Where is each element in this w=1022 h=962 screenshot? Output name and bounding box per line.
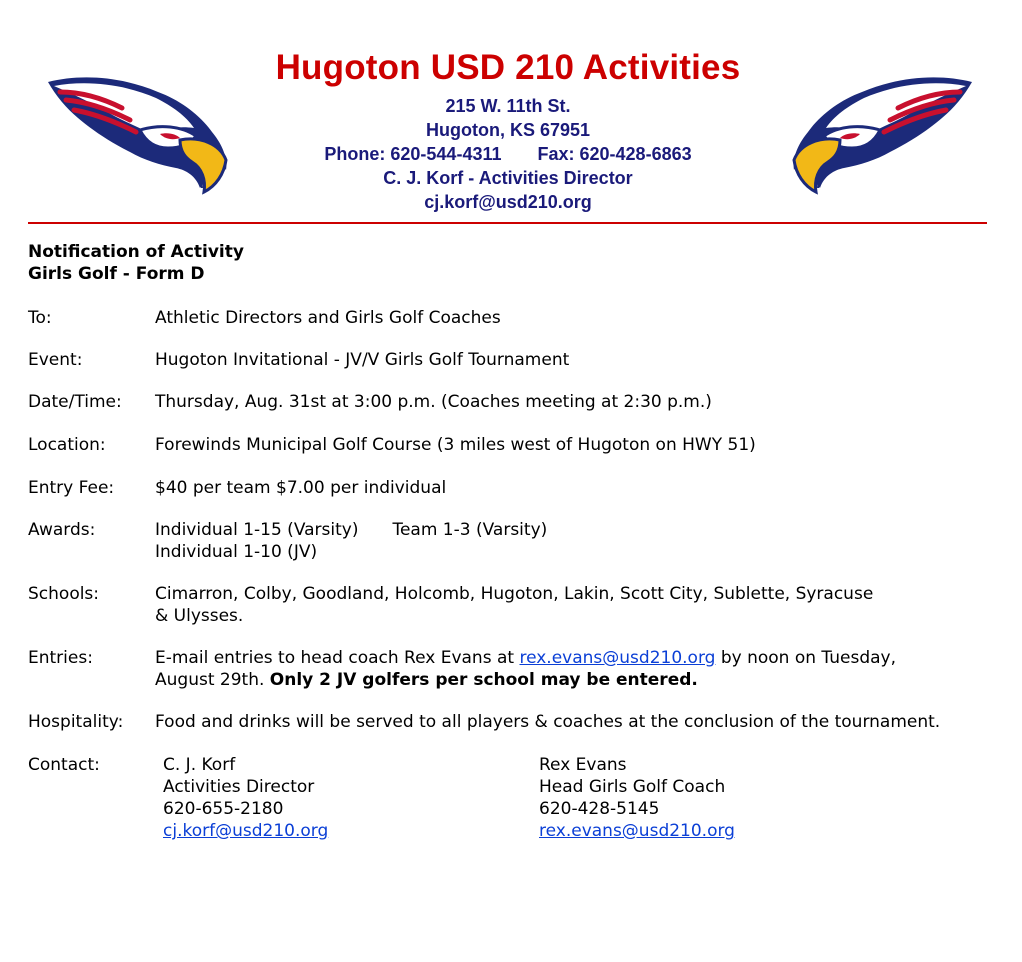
eagle-icon — [790, 70, 980, 195]
field-value — [155, 647, 1005, 691]
entries-text: E-mail entries to head coach Rex Evans at — [155, 648, 520, 668]
contact-email-link[interactable]: rex.evans@usd210.org — [539, 821, 735, 841]
field-value: Thursday, Aug. 31st at 3:00 p.m. (Coaches meeting at 2:30 p.m.) — [155, 392, 712, 412]
contact-evans — [539, 754, 735, 842]
field-label: Contact: — [28, 755, 100, 775]
entries-date: August 29th. — [155, 670, 270, 690]
director-line: C. J. Korf - Activities Director — [383, 168, 633, 188]
field-contact — [28, 754, 1008, 844]
phone-number: Phone: 620-544-4311 — [324, 144, 502, 164]
form-heading: Girls Golf - Form D — [28, 264, 205, 284]
entries-limit-note: Only 2 JV golfers per school may be entered. — [269, 670, 698, 690]
field-entries — [28, 647, 1008, 691]
contact-name: C. J. Korf — [163, 755, 236, 775]
field-label: Schools: — [28, 584, 100, 604]
field-awards — [28, 519, 1008, 563]
field-label: Entry Fee: — [28, 478, 115, 498]
fax-number: Fax: 620-428-6863 — [537, 144, 692, 164]
entries-email-link[interactable]: rex.evans@usd210.org — [519, 648, 716, 668]
field-value: Hugoton Invitational - JV/V Girls Golf Tournament — [155, 350, 570, 370]
award-individual-jv: Individual 1-10 (JV) — [155, 542, 318, 562]
field-label: Location: — [28, 435, 106, 455]
contact-korf — [163, 754, 328, 842]
field-value: Athletic Directors and Girls Golf Coaches — [155, 308, 501, 328]
award-team-varsity: Team 1-3 (Varsity) — [392, 520, 548, 540]
field-schools — [28, 583, 1008, 627]
contact-title: Activities Director — [163, 777, 315, 797]
eagle-logo-right — [790, 70, 980, 195]
page-title: Hugoton USD 210 Activities — [275, 48, 741, 87]
schools-line-2: & Ulysses. — [155, 606, 244, 626]
street-address: 215 W. 11th St. — [445, 96, 571, 116]
header-divider — [28, 222, 987, 224]
director-email: cj.korf@usd210.org — [424, 192, 592, 212]
field-value: $40 per team $7.00 per individual — [155, 478, 447, 498]
field-label: Entries: — [28, 648, 93, 668]
city-address: Hugoton, KS 67951 — [425, 120, 591, 140]
contact-name: Rex Evans — [539, 755, 627, 775]
field-label: Hospitality: — [28, 712, 124, 732]
entries-deadline: by noon on Tuesday, — [715, 648, 896, 668]
notice-heading: Notification of Activity — [28, 242, 244, 262]
schools-line-1: Cimarron, Colby, Goodland, Holcomb, Hugoton, Lakin, Scott City, Sublette, Syracuse — [155, 584, 874, 604]
field-label: To: — [28, 308, 52, 328]
field-label: Event: — [28, 350, 83, 370]
contact-phone: 620-428-5145 — [539, 799, 660, 819]
field-value — [155, 583, 1005, 627]
contact-phone: 620-655-2180 — [163, 799, 284, 819]
letterhead — [0, 0, 1022, 230]
field-label: Awards: — [28, 520, 96, 540]
contact-email-link[interactable]: cj.korf@usd210.org — [163, 821, 329, 841]
field-value: Food and drinks will be served to all players & coaches at the conclusion of the tournament. — [155, 712, 941, 732]
contact-title: Head Girls Golf Coach — [539, 777, 726, 797]
award-individual-varsity: Individual 1-15 (Varsity) — [155, 520, 359, 540]
field-value — [155, 519, 1005, 563]
field-label: Date/Time: — [28, 392, 122, 412]
field-value: Forewinds Municipal Golf Course (3 miles west of Hugoton on HWY 51) — [155, 435, 756, 455]
